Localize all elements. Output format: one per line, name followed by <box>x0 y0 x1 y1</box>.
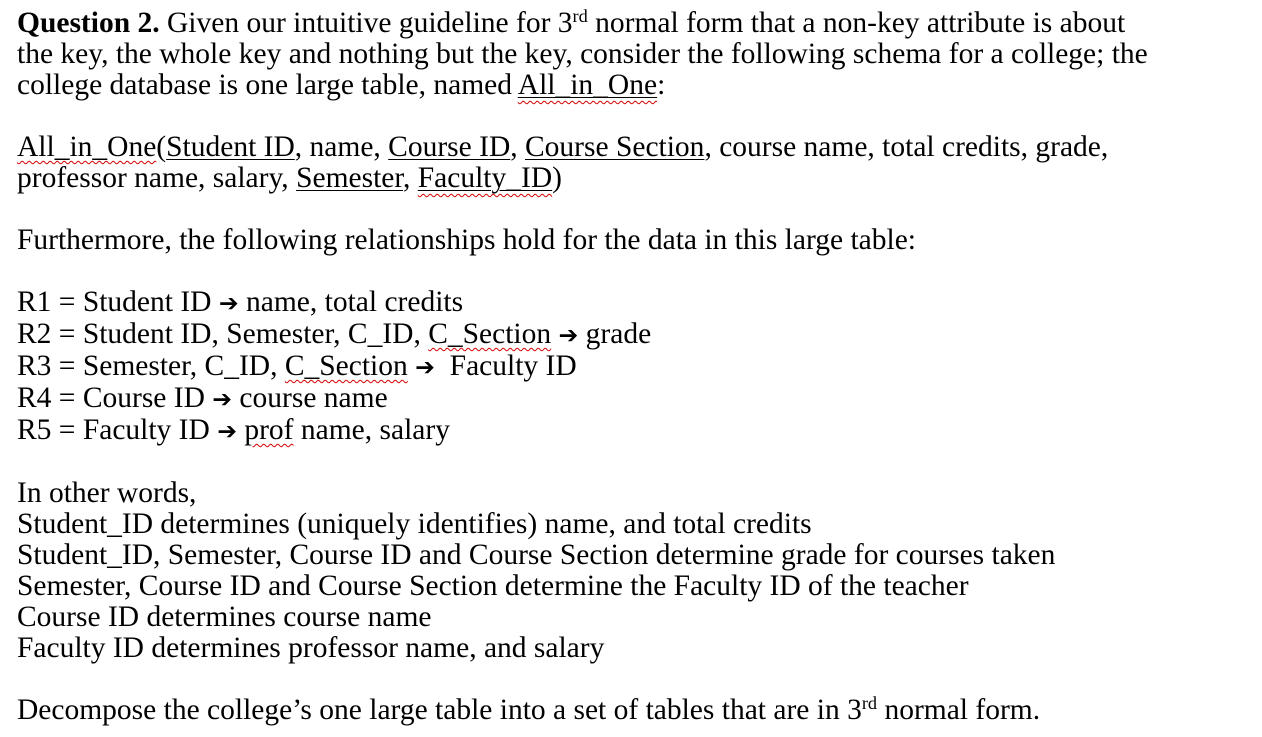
question-line-1 <box>17 5 1257 39</box>
key-attr-semester: Semester <box>296 162 404 194</box>
schema-paren: ) <box>552 162 562 194</box>
explanation-line: Student_ID determines (uniquely identifies) name, and total credits <box>17 508 812 540</box>
schema-attrs: professor name, salary, <box>17 162 297 194</box>
document-body <box>17 5 1257 726</box>
schema-attrs: , course name, total credits, grade, <box>704 131 1109 163</box>
task-text: normal form. <box>877 694 1041 726</box>
rule-r5 <box>17 415 1257 447</box>
question-text: the key, the whole key and nothing but the key, consider the following schema for a college; the <box>17 38 1148 70</box>
question-text: college database is one large table, named <box>17 69 518 101</box>
schema-table-name: All_in_One <box>17 131 157 163</box>
schema-line-2 <box>17 163 1257 194</box>
explanation-line: Semester, Course ID and Course Section determine the Faculty ID of the teacher <box>17 570 969 602</box>
question-text: Given our intuitive guideline for 3 <box>159 7 573 39</box>
rule-lhs: R4 = Course ID <box>17 382 213 414</box>
schema-attrs: , <box>403 162 418 194</box>
explanation-line: In other words, <box>17 477 197 509</box>
schema-line-1 <box>17 132 1257 163</box>
faculty-id-text: Faculty_ID <box>417 162 553 194</box>
rule-r2 <box>17 319 1257 351</box>
arrow-icon: ➔ <box>558 321 579 349</box>
explanation-line: Student_ID, Semester, Course ID and Course Section determine grade for courses taken <box>17 539 1056 571</box>
relationships-intro: Furthermore, the following relationships hold for the data in this large table: <box>17 224 917 256</box>
schema-attrs: , name, <box>294 131 389 163</box>
rule-rhs: course name <box>232 382 388 414</box>
arrow-icon: ➔ <box>212 385 233 413</box>
question-label: Question 2. <box>17 7 160 39</box>
schema-attrs: , <box>510 131 525 163</box>
table-name-text: All_in_One <box>517 69 658 101</box>
rule-lhs-flagged: C_Section <box>284 350 408 382</box>
superscript-rd: rd <box>861 692 878 713</box>
rule-rhs: grade <box>578 318 652 350</box>
table-name-ref <box>518 69 657 101</box>
rule-lhs-flagged: C_Section <box>428 318 552 350</box>
key-attr-student-id: Student ID <box>166 131 295 163</box>
rule-r1 <box>17 287 1257 319</box>
task-line <box>17 692 1257 726</box>
rule-rhs: Faculty ID <box>434 350 577 382</box>
explanation-line: Faculty ID determines professor name, and salary <box>17 632 605 664</box>
rule-r3 <box>17 351 1257 383</box>
arrow-icon: ➔ <box>217 417 237 445</box>
arrow-icon: ➔ <box>415 353 435 381</box>
rule-rhs-flagged: prof <box>244 414 294 446</box>
rule-r4 <box>17 383 1257 415</box>
rule-lhs: R5 = Faculty ID <box>17 414 218 446</box>
schema-paren: ( <box>156 131 167 163</box>
key-attr-course-id: Course ID <box>388 131 511 163</box>
superscript-rd: rd <box>572 5 588 26</box>
question-line-2 <box>17 39 1257 70</box>
rule-lhs: R1 = Student ID <box>17 286 219 318</box>
explanation-line: Course ID determines course name <box>17 601 432 633</box>
rule-rhs: name, salary <box>293 414 450 446</box>
question-text: : <box>657 69 666 101</box>
question-line-3 <box>17 70 1257 101</box>
key-attr-course-section: Course Section <box>525 131 705 163</box>
question-text: normal form that a non-key attribute is about <box>587 7 1126 39</box>
task-text: Decompose the college’s one large table into a set of tables that are in 3 <box>17 694 862 726</box>
rule-lhs: R2 = Student ID, Semester, C_ID, <box>17 318 429 350</box>
key-attr-faculty-id <box>418 162 552 194</box>
arrow-icon: ➔ <box>218 289 239 317</box>
rule-rhs: name, total credits <box>238 286 464 318</box>
rule-lhs: R3 = Semester, C_ID, <box>17 350 285 382</box>
